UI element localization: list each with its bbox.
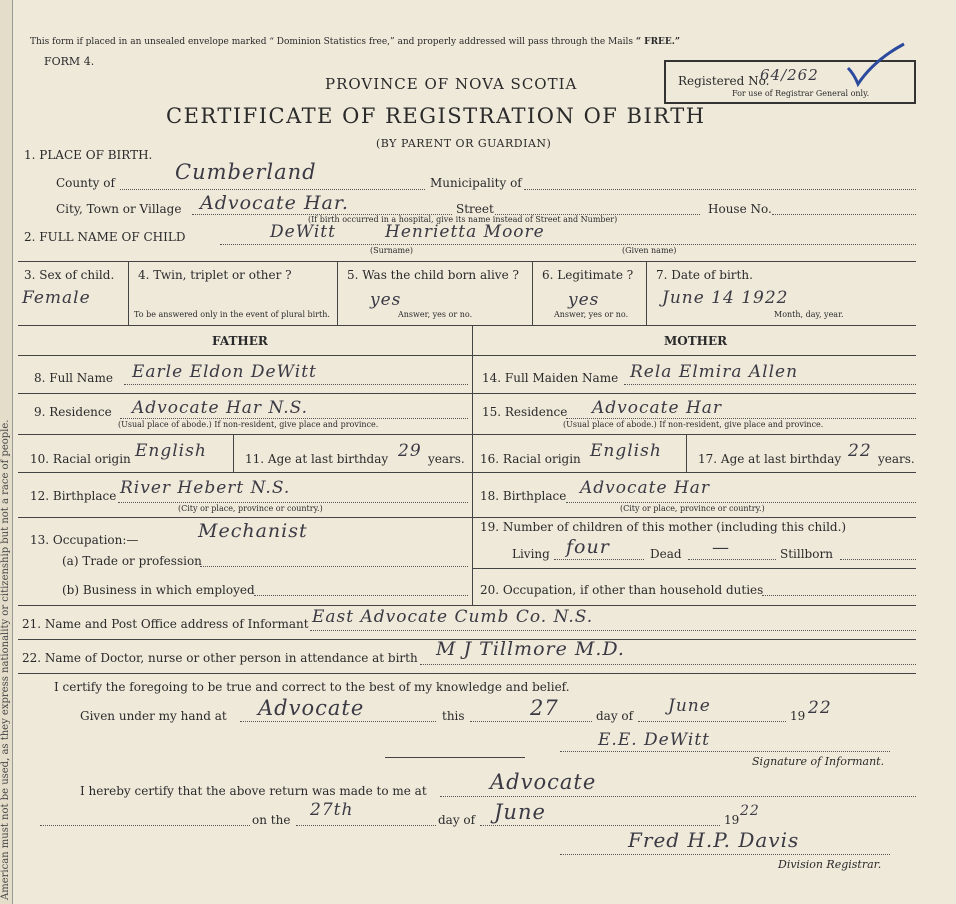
- registrar-place-value: Advocate: [490, 770, 597, 794]
- mother-racial-divider: [686, 434, 687, 472]
- father-residence-label: 9. Residence: [34, 405, 112, 419]
- child-given-name: Henrietta Moore: [385, 222, 545, 242]
- given-place-line: [240, 721, 436, 722]
- parents-heading-underline: [18, 355, 916, 356]
- informant-signature-line: [560, 751, 890, 752]
- mother-name-line: [624, 384, 916, 385]
- postal-notice-free: “ FREE.”: [635, 37, 681, 47]
- father-age-value: 29: [398, 441, 422, 461]
- dead-line: [688, 559, 776, 560]
- registrar-on-leader-line: [40, 825, 250, 826]
- dead-value: —: [712, 538, 730, 558]
- father-row-border-4: [18, 517, 472, 518]
- margin-notice-text: American must not be used, as they express nationality or citizenship but not a race of people.: [0, 419, 11, 900]
- mother-age-value: 22: [848, 441, 872, 461]
- given-month-value: June: [668, 696, 711, 716]
- father-racial-value: English: [135, 441, 207, 461]
- father-age-years: years.: [428, 452, 465, 466]
- row3-bottom-border: [18, 325, 916, 326]
- doctor-value: M J Tillmore M.D.: [436, 638, 625, 660]
- legit-value: yes: [568, 290, 600, 310]
- father-name-label: 8. Full Name: [34, 371, 113, 385]
- child-name-label: 2. FULL NAME OF CHILD: [24, 230, 186, 244]
- street-label: Street: [456, 202, 494, 216]
- mother-age-years: years.: [878, 452, 915, 466]
- father-residence-note: (Usual place of abode.) If non-resident, give place and province.: [118, 420, 379, 429]
- this-label: this: [442, 709, 465, 723]
- registered-label: Registered No.: [678, 74, 770, 88]
- given-under-label: Given under my hand at: [80, 709, 227, 723]
- registrar-day-value: 27th: [310, 800, 354, 820]
- registrar-year-prefix: 19: [724, 813, 740, 827]
- doctor-line: [420, 664, 916, 665]
- father-occupation-label: 13. Occupation:—: [30, 533, 139, 547]
- mother-row-border-3: [472, 472, 916, 473]
- living-line: [554, 559, 644, 560]
- registrar-place-line: [440, 796, 916, 797]
- trade-label: (a) Trade or profession: [62, 554, 202, 568]
- father-residence-value: Advocate Har N.S.: [132, 398, 309, 418]
- alive-note: Answer, yes or no.: [398, 310, 473, 319]
- given-year-prefix: 19: [790, 709, 806, 723]
- postal-notice: [30, 37, 680, 47]
- father-birthplace-value: River Hebert N.S.: [120, 478, 291, 498]
- legit-label: 6. Legitimate ?: [542, 268, 634, 282]
- business-label: (b) Business in which employed: [62, 583, 255, 597]
- sex-value: Female: [22, 288, 91, 308]
- certify-statement: I certify the foregoing to be true and correct to the best of my knowledge and belief.: [54, 680, 570, 694]
- mother-row-border-1: [472, 393, 916, 394]
- father-row-border-2: [18, 434, 472, 435]
- father-birthplace-label: 12. Birthplace: [30, 489, 117, 503]
- row3-divider-1: [128, 261, 129, 325]
- province-heading: PROVINCE OF NOVA SCOTIA: [325, 75, 578, 93]
- registered-note: For use of Registrar General only.: [732, 89, 870, 98]
- registrar-signature: Fred H.P. Davis: [628, 828, 800, 852]
- mother-row-border-5: [472, 568, 916, 569]
- registered-number: 64/262: [760, 66, 819, 84]
- registrar-month-line: [480, 825, 720, 826]
- informant-line: [310, 630, 916, 631]
- mother-row-border-4: [472, 517, 916, 518]
- given-place-value: Advocate: [258, 696, 365, 720]
- father-name-line: [124, 384, 468, 385]
- doctor-label: 22. Name of Doctor, nurse or other person in attendance at birth: [22, 651, 418, 665]
- alive-value: yes: [370, 290, 402, 310]
- registrar-on-label: on the: [252, 813, 291, 827]
- house-label: House No.: [708, 202, 772, 216]
- given-year-value: 22: [808, 698, 832, 718]
- registrar-day-line: [296, 825, 436, 826]
- form-number: FORM 4.: [44, 55, 95, 68]
- mother-birthplace-note: (City or place, province or country.): [620, 504, 765, 513]
- municipality-line: [524, 189, 916, 190]
- parents-center-divider: [472, 325, 473, 605]
- mother-age-label: 17. Age at last birthday: [698, 452, 842, 466]
- mother-birthplace-value: Advocate Har: [580, 478, 711, 498]
- row3-divider-3: [532, 261, 533, 325]
- trade-line: [200, 566, 468, 567]
- place-of-birth-heading: 1. PLACE OF BIRTH.: [24, 148, 153, 162]
- mother-row-border-2: [472, 434, 916, 435]
- county-label: County of: [56, 176, 115, 190]
- given-dayof-label: day of: [596, 709, 634, 723]
- mother-birthplace-line: [566, 502, 916, 503]
- date-of-birth-note: Month, day, year.: [774, 310, 844, 319]
- registrar-dayof-label: day of: [438, 813, 476, 827]
- row3-top-border: [18, 261, 916, 262]
- father-name-value: Earle Eldon DeWitt: [132, 362, 317, 382]
- given-month-line: [638, 721, 786, 722]
- mother-heading: MOTHER: [664, 334, 728, 348]
- mother-birthplace-label: 18. Birthplace: [480, 489, 567, 503]
- father-heading: FATHER: [212, 334, 268, 348]
- legit-note: Answer, yes or no.: [554, 310, 629, 319]
- father-row-border-1: [18, 393, 472, 394]
- father-birthplace-line: [118, 502, 468, 503]
- county-line: [120, 189, 425, 190]
- informant-value: East Advocate Cumb Co. N.S.: [312, 607, 594, 627]
- date-of-birth-label: 7. Date of birth.: [656, 268, 753, 282]
- mother-residence-line: [566, 418, 916, 419]
- twin-note: To be answered only in the event of plural birth.: [134, 310, 330, 319]
- row3-divider-2: [337, 261, 338, 325]
- father-racial-divider: [233, 434, 234, 472]
- alive-label: 5. Was the child born alive ?: [347, 268, 519, 282]
- given-day-value: 27: [530, 696, 559, 720]
- mother-name-label: 14. Full Maiden Name: [482, 371, 619, 385]
- mother-children-label: 19. Number of children of this mother (including this child.): [480, 520, 847, 534]
- surname-note: (Surname): [370, 246, 413, 255]
- postal-notice-text: This form if placed in an unsealed envelope marked “ Dominion Statistics free,” and properly addressed will pass through the Mails: [30, 37, 633, 47]
- informant-signature-label: Signature of Informant.: [752, 755, 885, 768]
- registrar-statement: I hereby certify that the above return was made to me at: [80, 784, 427, 798]
- left-margin-strip: [0, 0, 13, 904]
- father-birthplace-note: (City or place, province or country.): [178, 504, 323, 513]
- doctor-bottom-border: [18, 673, 916, 674]
- county-value: Cumberland: [175, 160, 317, 184]
- registrar-month-value: June: [494, 800, 546, 824]
- mother-racial-value: English: [590, 441, 662, 461]
- father-age-label: 11. Age at last birthday: [245, 452, 389, 466]
- page-title: CERTIFICATE OF REGISTRATION OF BIRTH: [166, 104, 706, 128]
- father-racial-label: 10. Racial origin: [30, 452, 131, 466]
- living-label: Living: [512, 547, 550, 561]
- informant-signature: E.E. DeWitt: [598, 730, 710, 750]
- parents-bottom-border: [18, 605, 916, 606]
- mother-racial-label: 16. Racial origin: [480, 452, 581, 466]
- page-subtitle: (BY PARENT OR GUARDIAN): [376, 137, 552, 150]
- registrar-signature-line: [560, 854, 890, 855]
- municipality-label: Municipality of: [430, 176, 522, 190]
- living-value: four: [566, 536, 610, 558]
- child-name-line: [220, 244, 916, 245]
- child-surname: DeWitt: [270, 222, 336, 242]
- mother-name-value: Rela Elmira Allen: [630, 362, 799, 382]
- twin-label: 4. Twin, triplet or other ?: [138, 268, 292, 282]
- registrar-signature-label: Division Registrar.: [778, 858, 882, 871]
- hospital-note: (If birth occurred in a hospital, give its name instead of Street and Number): [308, 215, 618, 224]
- stillborn-label: Stillborn: [780, 547, 833, 561]
- mother-residence-note: (Usual place of abode.) If non-resident, give place and province.: [563, 420, 824, 429]
- mother-residence-label: 15. Residence: [482, 405, 568, 419]
- father-residence-line: [120, 418, 468, 419]
- given-note: (Given name): [622, 246, 677, 255]
- date-of-birth-value: June 14 1922: [662, 288, 789, 308]
- checkmark-icon: [840, 40, 910, 88]
- stillborn-line: [840, 559, 916, 560]
- father-row-border-3: [18, 472, 472, 473]
- mother-occupation-line: [762, 595, 916, 596]
- father-occupation-value: Mechanist: [198, 520, 308, 542]
- city-value: Advocate Har.: [200, 192, 349, 214]
- dead-label: Dead: [650, 547, 682, 561]
- row3-divider-4: [646, 261, 647, 325]
- informant-label: 21. Name and Post Office address of Informant: [22, 617, 309, 631]
- city-label: City, Town or Village: [56, 202, 182, 216]
- mother-residence-value: Advocate Har: [592, 398, 723, 418]
- given-day-line: [470, 721, 592, 722]
- house-line: [772, 214, 916, 215]
- mother-occupation-label: 20. Occupation, if other than household duties: [480, 583, 764, 597]
- section-separator: [385, 757, 525, 758]
- registrar-year-value: 22: [740, 803, 760, 819]
- sex-label: 3. Sex of child.: [24, 268, 115, 282]
- business-line: [254, 595, 468, 596]
